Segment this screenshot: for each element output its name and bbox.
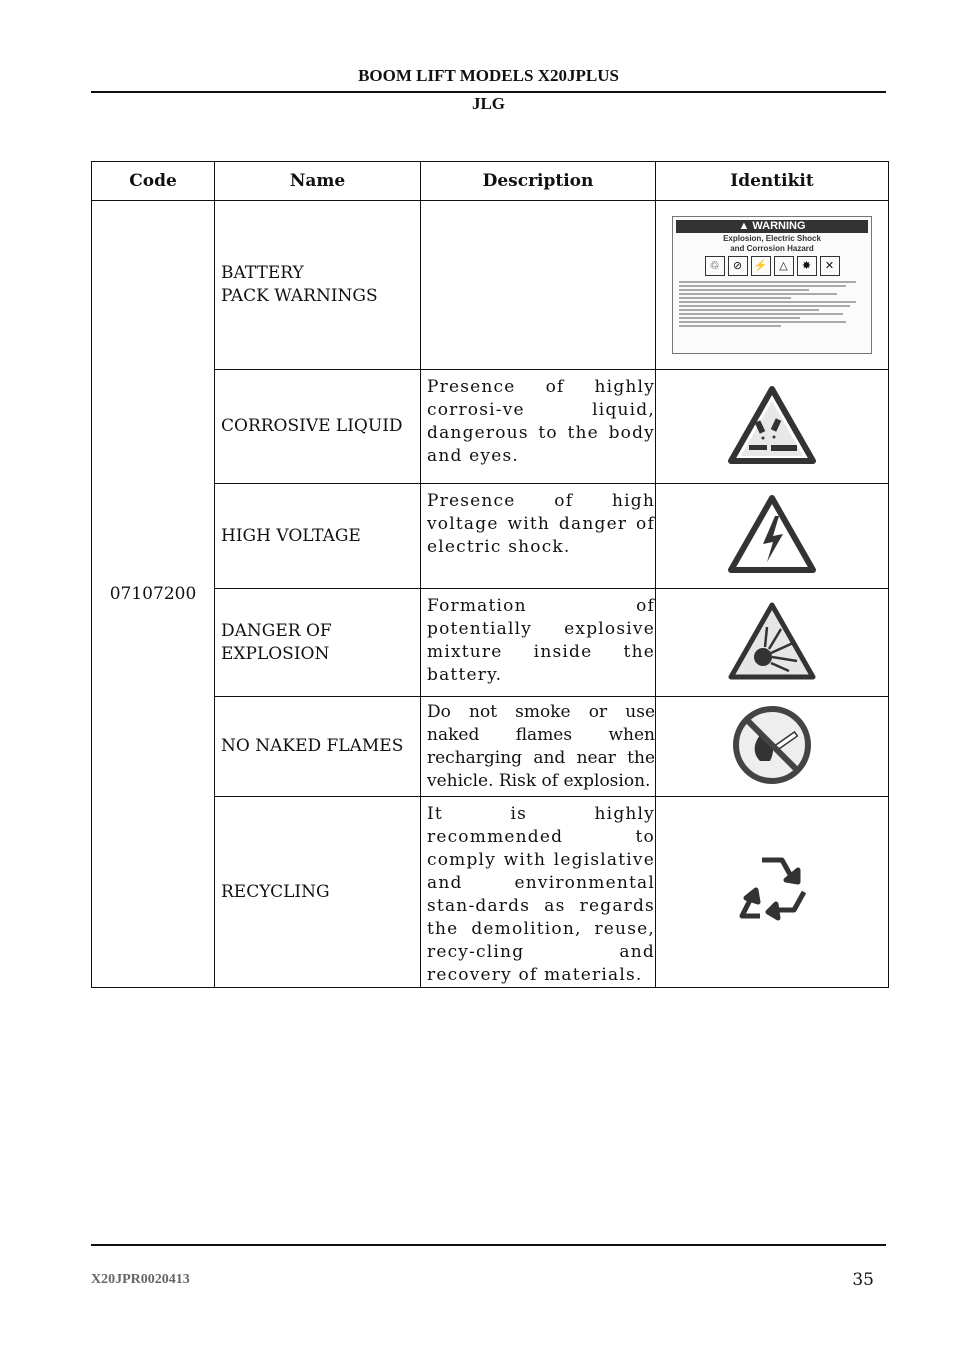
warning-label-icon (672, 216, 872, 354)
description-cell: It is highly recommended to comply with legislative and environmental stan-dards as regards the demolition, reuse, recy-cling and recovery of materials. (421, 797, 656, 988)
description-cell: Presence of high voltage with danger of electric shock. (421, 484, 656, 589)
document-brand: JLG (471, 94, 506, 113)
description-cell (421, 201, 656, 370)
bin-icon: ✕ (820, 256, 840, 276)
column-header-name: Name (215, 162, 421, 201)
identikit-cell (656, 797, 889, 988)
name-cell: RECYCLING (215, 797, 421, 988)
recycling-icon: ♲ (705, 256, 725, 276)
document-code: X20JPR0020413 (91, 1272, 190, 1287)
no-flames-icon (730, 703, 814, 787)
name-cell: CORROSIVE LIQUID (215, 370, 421, 484)
warning-fine-print (673, 276, 871, 337)
high-voltage-icon (727, 494, 817, 574)
name-cell: NO NAKED FLAMES (215, 697, 421, 797)
warning-subtitle: Explosion, Electric Shock (723, 234, 821, 243)
warnings-table (91, 161, 889, 988)
warning-heading: ▲ WARNING (676, 220, 868, 233)
page-number: 35 (852, 1270, 874, 1290)
identikit-cell (656, 484, 889, 589)
footer-rule (91, 1244, 886, 1246)
warning-subtitle: and Corrosion Hazard (730, 244, 814, 253)
name-cell (215, 201, 421, 370)
column-header-identikit: Identikit (656, 162, 889, 201)
column-header-description: Description (421, 162, 656, 201)
high-voltage-icon: ⚡ (751, 256, 771, 276)
description-cell: Do not smoke or use naked flames when recharging and near the vehicle. Risk of explosion. (421, 697, 656, 797)
table-row (92, 201, 889, 370)
column-header-code: Code (92, 162, 215, 201)
identikit-cell (656, 370, 889, 484)
identikit-cell (656, 201, 889, 370)
description-cell: Presence of highly corrosi-ve liquid, dangerous to the body and eyes. (421, 370, 656, 484)
recycling-icon (732, 852, 812, 928)
warning-pictogram-strip (673, 256, 871, 276)
description-cell: Formation of potentially explosive mixture inside the battery. (421, 589, 656, 697)
corrosive-icon (727, 385, 817, 465)
corrosive-icon: △ (774, 256, 794, 276)
no-flames-icon: ⊘ (728, 256, 748, 276)
name-line: BATTERY (221, 263, 304, 283)
name-cell: HIGH VOLTAGE (215, 484, 421, 589)
table-header-row (92, 162, 889, 201)
code-cell: 07107200 (92, 201, 215, 988)
name-line: DANGER OF (221, 620, 332, 641)
document-title: BOOM LIFT MODELS X20JPLUS (358, 66, 619, 85)
identikit-cell (656, 697, 889, 797)
name-cell (215, 589, 421, 697)
header-rule (91, 91, 886, 93)
identikit-cell (656, 589, 889, 697)
name-line: PACK WARNINGS (221, 286, 378, 306)
explosion-icon: ✸ (797, 256, 817, 276)
name-line: EXPLOSION (221, 643, 330, 664)
explosion-icon (727, 601, 817, 681)
